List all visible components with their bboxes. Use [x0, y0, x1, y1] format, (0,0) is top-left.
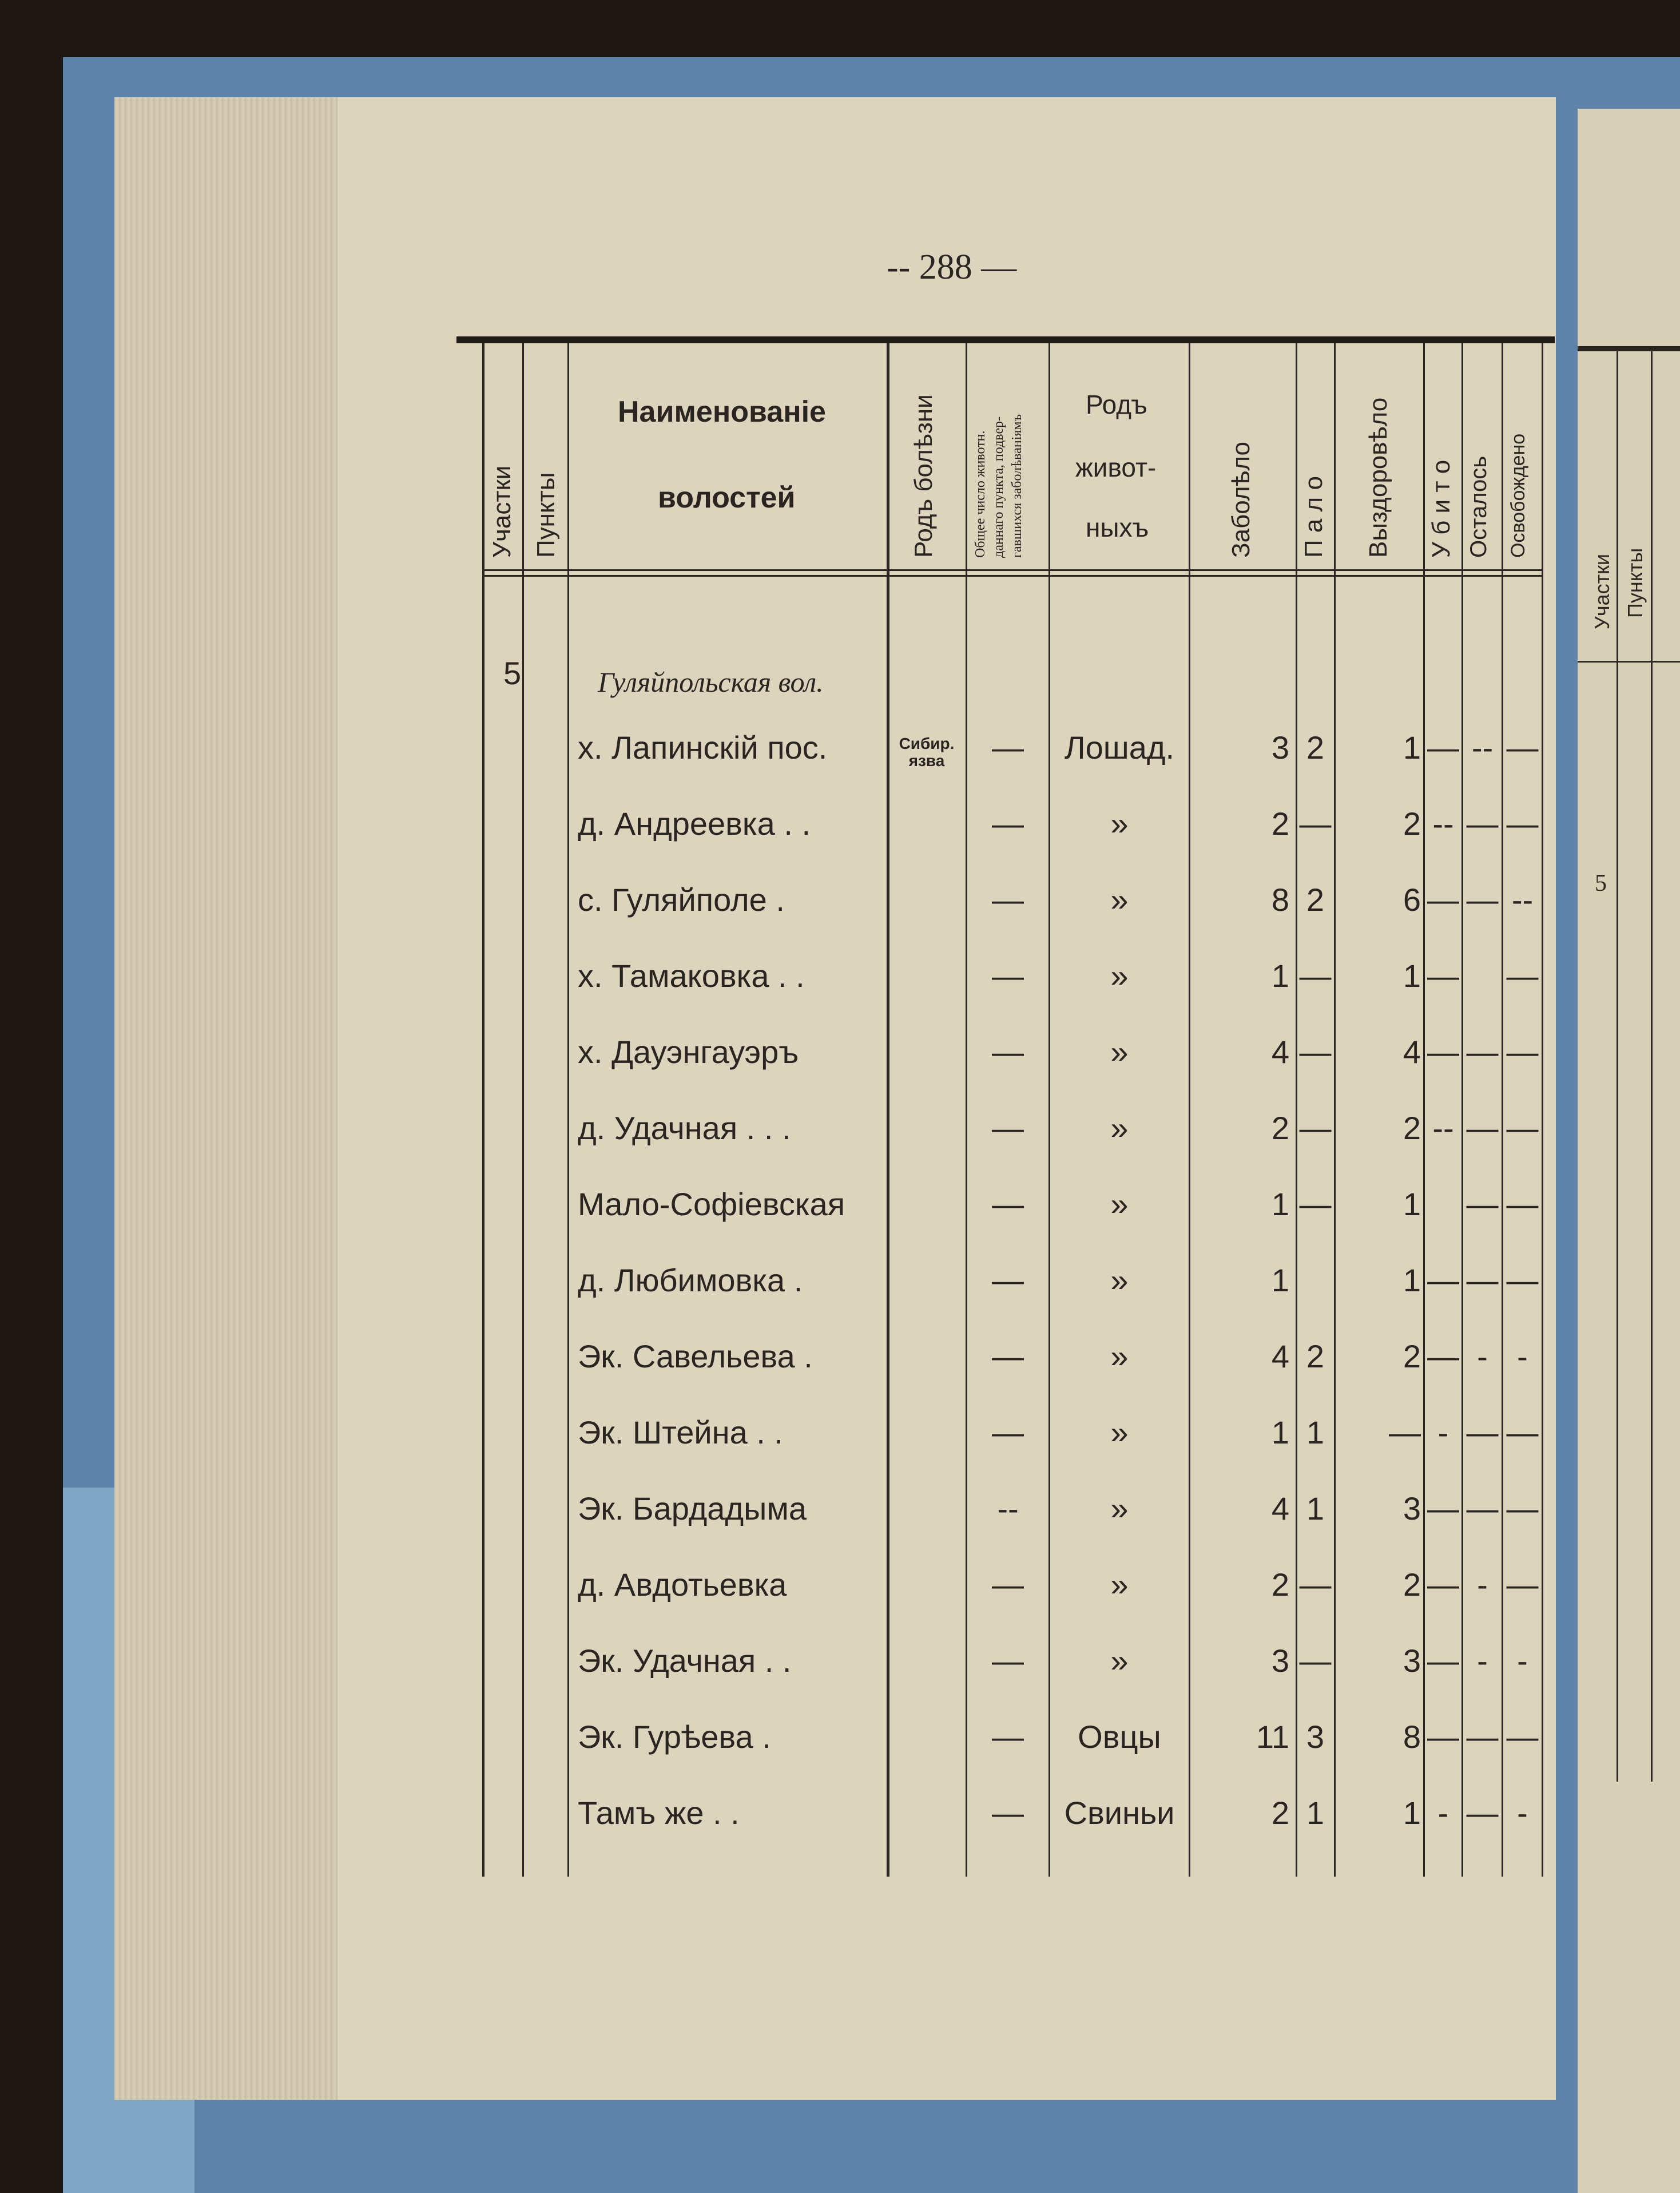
cell-killed: — — [1427, 958, 1459, 994]
cell-sick: 1 — [1271, 1262, 1289, 1298]
cell-sick: 2 — [1271, 806, 1289, 842]
column-line — [887, 343, 889, 1877]
cell-remaining: - — [1477, 1643, 1488, 1679]
cell-recovered: 2 — [1403, 1110, 1421, 1146]
next-page-fragment — [1578, 109, 1680, 2193]
cell-name: х. Дауэнгауэръ — [578, 1034, 799, 1070]
cell-killed: — — [1427, 729, 1459, 766]
cell-name: д. Любимовка . — [578, 1262, 803, 1298]
cell-freed: — — [1506, 1414, 1539, 1450]
cell-remaining: -- — [1471, 729, 1494, 766]
header-sick: Заболѣло — [1227, 441, 1255, 558]
cell-recovered: 3 — [1403, 1490, 1421, 1526]
cell-animal: » — [1110, 1338, 1129, 1374]
cell-name: Эк. Штейна . . — [578, 1414, 783, 1450]
header-animal-line1: Родъ — [1086, 390, 1147, 419]
cell-sick: 8 — [1271, 882, 1289, 918]
cell-died: — — [1299, 958, 1332, 994]
cell-total: — — [992, 1338, 1024, 1374]
cell-died: — — [1299, 1110, 1332, 1146]
cell-recovered: 1 — [1403, 1262, 1421, 1298]
cell-remaining: — — [1466, 1110, 1499, 1146]
cell-animal: Свиньи — [1064, 1795, 1175, 1831]
cell-died: 2 — [1306, 882, 1325, 918]
cell-remaining: — — [1466, 1034, 1499, 1070]
cell-total: — — [992, 882, 1024, 918]
cell-animal: » — [1110, 958, 1129, 994]
cell-died: 2 — [1306, 729, 1325, 766]
cell-animal: » — [1110, 1110, 1129, 1146]
cell-freed: — — [1506, 1110, 1539, 1146]
cell-died: — — [1299, 1567, 1332, 1603]
table-top-rule — [456, 336, 1555, 343]
cell-sick: 2 — [1271, 1110, 1289, 1146]
cell-freed: — — [1506, 729, 1539, 766]
cell-sick: 1 — [1271, 958, 1289, 994]
cell-name: д. Авдотьевка — [578, 1567, 787, 1603]
cell-killed: - — [1437, 1414, 1449, 1450]
cell-name: Эк. Удачная . . — [578, 1643, 792, 1679]
cell-freed: — — [1506, 1186, 1539, 1222]
cell-recovered: 8 — [1403, 1719, 1421, 1755]
next-page-column-line — [1617, 351, 1618, 1782]
column-line — [1189, 343, 1190, 1877]
cell-sick: 4 — [1271, 1490, 1289, 1526]
disease-label-line1: Сибир. — [899, 735, 955, 752]
header-total-line1: Общее число животн. — [973, 430, 988, 558]
cell-animal: Лошад. — [1064, 729, 1175, 766]
cell-name: д. Андреевка . . — [578, 806, 811, 842]
cell-died: 3 — [1306, 1719, 1325, 1755]
cell-name: Эк. Савельева . — [578, 1338, 813, 1374]
cell-sick: 3 — [1271, 729, 1289, 766]
cell-total: — — [992, 1719, 1024, 1755]
cell-killed: — — [1427, 1567, 1459, 1603]
cell-freed: — — [1506, 1490, 1539, 1526]
cell-freed: - — [1517, 1643, 1528, 1679]
cell-recovered: 2 — [1403, 1338, 1421, 1374]
cell-animal: » — [1110, 1490, 1129, 1526]
cell-name: х. Лапинскій пос. — [578, 729, 828, 766]
cell-animal: » — [1110, 882, 1129, 918]
cell-recovered: 2 — [1403, 806, 1421, 842]
cell-recovered: 1 — [1403, 958, 1421, 994]
header-animal-line3: ныхъ — [1086, 513, 1149, 542]
cell-freed: — — [1506, 806, 1539, 842]
cell-animal: » — [1110, 1643, 1129, 1679]
cell-recovered: 6 — [1403, 882, 1421, 918]
cell-animal: Овцы — [1078, 1719, 1161, 1755]
cell-total: — — [992, 1110, 1024, 1146]
cell-remaining: — — [1466, 1795, 1499, 1831]
cell-animal: » — [1110, 1186, 1129, 1222]
cell-sick: 4 — [1271, 1034, 1289, 1070]
cell-name: с. Гуляйполе . — [578, 882, 785, 918]
next-page-header-uchastki: Участки — [1590, 554, 1614, 629]
cell-freed: - — [1517, 1795, 1528, 1831]
volost-title: Гуляйпольская вол. — [598, 666, 824, 698]
cell-name: х. Тамаковка . . — [578, 958, 805, 994]
cell-killed: — — [1427, 1643, 1459, 1679]
next-page-column-line — [1651, 351, 1653, 1782]
cell-killed: -- — [1432, 806, 1454, 842]
cell-freed: — — [1506, 1034, 1539, 1070]
cell-killed: — — [1427, 1719, 1459, 1755]
next-page-top-rule — [1578, 346, 1680, 351]
cell-animal: » — [1110, 1567, 1129, 1603]
cell-remaining: — — [1466, 806, 1499, 842]
cell-freed: — — [1506, 1719, 1539, 1755]
column-line — [1048, 343, 1050, 1877]
cell-sick: 2 — [1271, 1795, 1289, 1831]
header-freed: Освобождено — [1507, 433, 1529, 558]
cell-remaining: — — [1466, 1490, 1499, 1526]
cell-total: — — [992, 1414, 1024, 1450]
column-line — [522, 343, 524, 1877]
header-punkty: Пункты — [532, 472, 560, 558]
cell-killed: — — [1427, 1262, 1459, 1298]
cell-total: — — [992, 1567, 1024, 1603]
cell-name: Эк. Бардадыма — [578, 1490, 807, 1526]
cell-recovered: 1 — [1403, 729, 1421, 766]
cell-name: Тамъ же . . — [578, 1795, 740, 1831]
cell-total: — — [992, 1643, 1024, 1679]
column-line — [966, 343, 967, 1877]
table-right-border — [1542, 343, 1543, 1877]
cell-died: — — [1299, 806, 1332, 842]
cell-sick: 11 — [1256, 1719, 1289, 1755]
cell-total: — — [992, 1186, 1024, 1222]
header-bottom-line — [483, 575, 1543, 577]
next-page-section-number: 5 — [1595, 870, 1607, 897]
cell-remaining: - — [1477, 1338, 1488, 1374]
cell-total: -- — [997, 1490, 1019, 1526]
cell-died: 1 — [1306, 1490, 1325, 1526]
cell-sick: 4 — [1271, 1338, 1289, 1374]
section-number: 5 — [503, 655, 522, 691]
cell-recovered: 2 — [1403, 1567, 1421, 1603]
cell-died: 1 — [1306, 1414, 1325, 1450]
cell-animal: » — [1110, 1034, 1129, 1070]
cell-killed: — — [1427, 1034, 1459, 1070]
cell-total: — — [992, 1034, 1024, 1070]
disease-label — [890, 735, 963, 770]
header-total-line3: гавшихся заболѣваніямъ — [1010, 414, 1024, 558]
cell-died: 1 — [1306, 1795, 1325, 1831]
header-bottom-line — [483, 569, 1543, 571]
disease-label-line2: язва — [908, 752, 945, 770]
next-page-header-punkty: Пункты — [1623, 548, 1647, 618]
cell-killed: — — [1427, 882, 1459, 918]
cell-died: 2 — [1306, 1338, 1325, 1374]
cell-freed: - — [1517, 1338, 1528, 1374]
column-line — [567, 343, 569, 1877]
cell-total: — — [992, 1795, 1024, 1831]
cell-killed: -- — [1432, 1110, 1454, 1146]
cell-total: — — [992, 729, 1024, 766]
cell-name: д. Удачная . . . — [578, 1110, 791, 1146]
cell-animal: » — [1110, 806, 1129, 842]
header-killed: У б и т о — [1427, 459, 1455, 558]
cell-total: — — [992, 958, 1024, 994]
header-total-line2: даннаго пункта, подвер- — [991, 416, 1006, 558]
cell-freed: — — [1506, 1262, 1539, 1298]
cell-sick: 2 — [1271, 1567, 1289, 1603]
page-edges — [114, 97, 355, 2100]
cell-remaining: — — [1466, 1186, 1499, 1222]
cell-killed: - — [1437, 1795, 1449, 1831]
cell-name: Мало-Софіевская — [578, 1186, 845, 1222]
cell-recovered: — — [1389, 1414, 1421, 1450]
cell-total: — — [992, 1262, 1024, 1298]
cell-remaining: — — [1466, 1414, 1499, 1450]
cell-freed: — — [1506, 958, 1539, 994]
header-name-line2: волостей — [658, 481, 796, 514]
cell-animal: » — [1110, 1262, 1129, 1298]
cell-freed: -- — [1511, 882, 1534, 918]
header-uchastki: Участки — [488, 465, 516, 558]
cell-died: — — [1299, 1186, 1332, 1222]
header-disease: Родъ болѣзни — [909, 394, 938, 558]
cell-sick: 3 — [1271, 1643, 1289, 1679]
cell-sick: 1 — [1271, 1414, 1289, 1450]
cell-remaining: — — [1466, 1719, 1499, 1755]
cell-freed: — — [1506, 1567, 1539, 1603]
cell-animal: » — [1110, 1414, 1129, 1450]
header-animal-line2: живот- — [1075, 453, 1157, 482]
cell-recovered: 3 — [1403, 1643, 1421, 1679]
next-page-header-line — [1578, 661, 1680, 663]
cell-remaining: — — [1466, 882, 1499, 918]
cell-sick: 1 — [1271, 1186, 1289, 1222]
header-recovered: Выздоровѣло — [1364, 397, 1392, 558]
cell-remaining: — — [1466, 1262, 1499, 1298]
table-left-border — [482, 343, 484, 1877]
cell-recovered: 4 — [1403, 1034, 1421, 1070]
cell-recovered: 1 — [1403, 1186, 1421, 1222]
cell-remaining: - — [1477, 1567, 1488, 1603]
page-number: -- 288 — — [887, 248, 1017, 287]
header-name-line1: Наименованіе — [618, 395, 826, 429]
cell-died: — — [1299, 1643, 1332, 1679]
cell-died: — — [1299, 1034, 1332, 1070]
column-line — [1334, 343, 1336, 1877]
cell-total: — — [992, 806, 1024, 842]
cell-killed: — — [1427, 1490, 1459, 1526]
cell-recovered: 1 — [1403, 1795, 1421, 1831]
cell-killed: — — [1427, 1338, 1459, 1374]
cell-name: Эк. Гурѣева . — [578, 1719, 771, 1755]
header-remaining: Осталось — [1466, 455, 1491, 558]
header-died: П а л о — [1300, 476, 1328, 558]
